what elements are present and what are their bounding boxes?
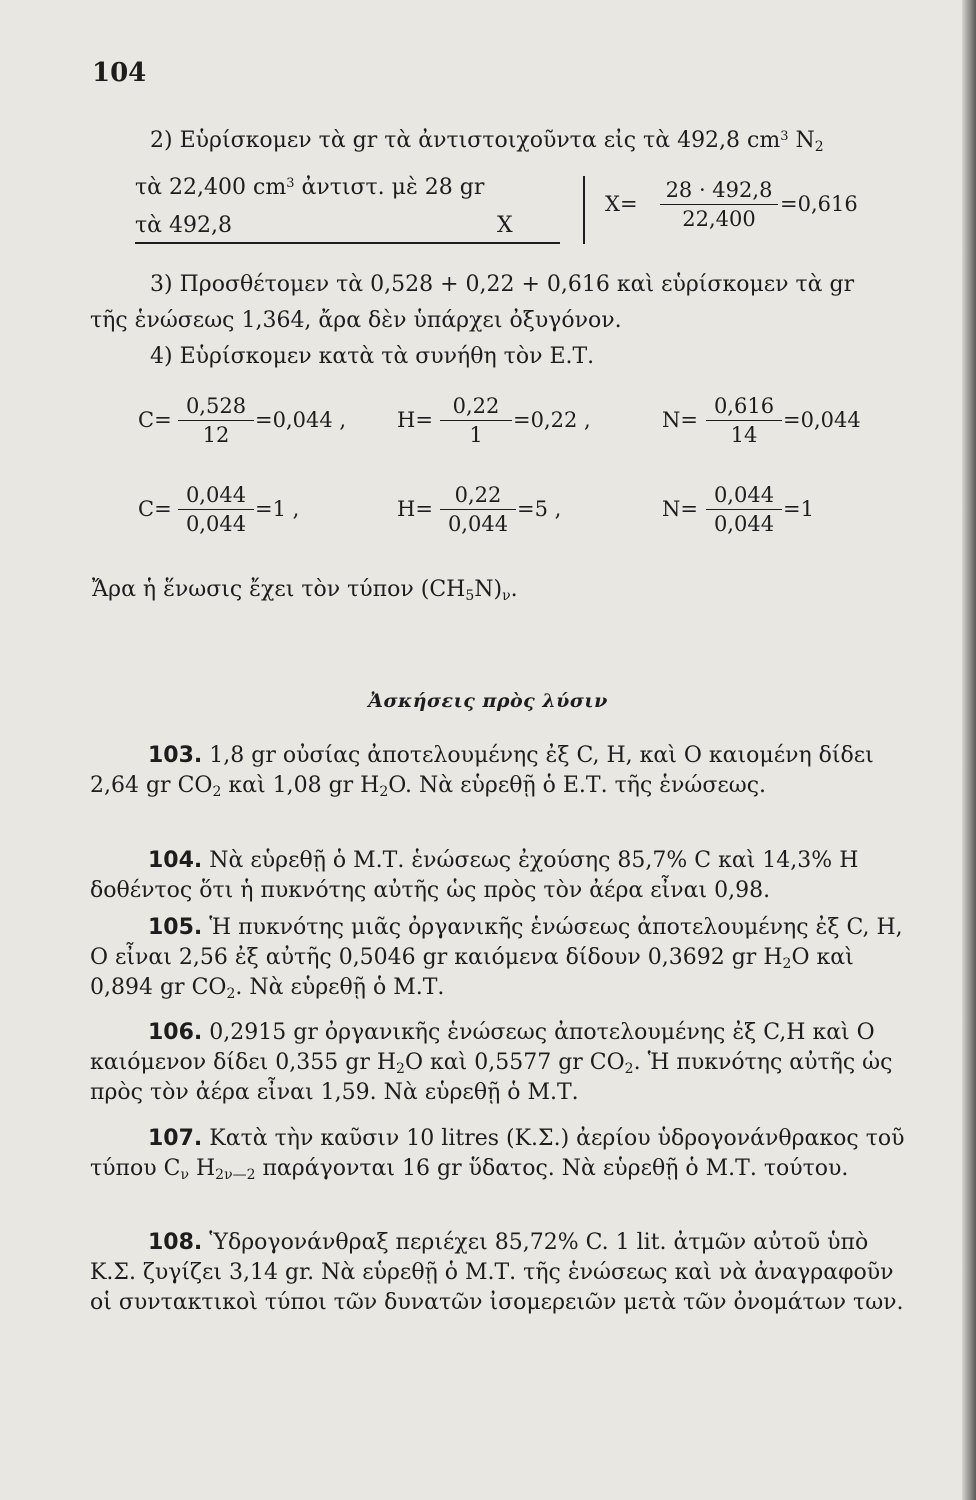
exercise-105-text-b: O καὶ 0,894 gr CO <box>90 945 854 1000</box>
step2-heading <box>150 128 824 154</box>
exercise-105 <box>90 913 920 1003</box>
exercise-105-sub-b: 2 <box>226 986 236 1002</box>
calc-n1-denominator: 14 <box>730 423 758 447</box>
calc-c1-rhs: =0,044 , <box>255 408 347 432</box>
step2-sup: 3 <box>780 129 789 144</box>
step2-denominator: 22,400 <box>682 207 756 231</box>
calc-c1-denominator: 12 <box>202 423 230 447</box>
step2-tail-sub: 2 <box>814 139 824 155</box>
step2-row1-mid: ἀντιστ. μὲ 28 gr <box>294 175 485 200</box>
calc-c2-denominator: 0,044 <box>185 512 247 536</box>
exercise-106-number: 106. <box>148 1020 203 1045</box>
exercise-106-text-b: O καὶ 0,5577 gr CO <box>404 1050 625 1075</box>
exercise-104-number: 104. <box>148 848 203 873</box>
step2-label: 2) Εὑρίσκομεν τὰ gr τὰ ἀντιστοιχοῦντα εἰς τὰ 492,8 cm <box>150 128 781 153</box>
calc-h1-denominator: 1 <box>469 423 483 447</box>
exercise-103-text-c: O. Νὰ εὑρεθῇ ὁ Ε.Τ. τῆς ἑνώσεως. <box>388 773 767 798</box>
proportion-divider <box>583 176 585 244</box>
calc-h2-denominator: 0,044 <box>447 512 509 536</box>
exercise-107-sub-a: ν <box>180 1167 189 1183</box>
exercise-103-number: 103. <box>148 743 203 768</box>
calc-h1-lhs: H= <box>397 408 433 432</box>
exercise-107-text-a: Κατὰ τὴν καῦσιν 10 litres (Κ.Σ.) ἀερίου ὑδρογονάνθρακος τοῦ τύπου C <box>90 1126 905 1181</box>
exercise-103 <box>90 741 920 801</box>
exercise-103-text-b: καὶ 1,08 gr H <box>221 773 380 798</box>
calc-n2-rhs: =1 <box>783 497 814 521</box>
calc-h2-numerator: 0,22 <box>440 482 516 510</box>
calc-h1-rhs: =0,22 , <box>513 408 591 432</box>
calc-h1-fraction <box>440 393 512 449</box>
calc-h2-rhs: =5 , <box>517 497 562 521</box>
step2-fraction <box>660 177 778 233</box>
exercise-105-text-c: . Νὰ εὑρεθῇ ὁ Μ.Τ. <box>235 975 445 1000</box>
calc-c2-rhs: =1 , <box>255 497 300 521</box>
calc-c1-fraction <box>178 393 254 449</box>
exercise-108-text: Ὑδρογονάνθραξ περιέχει 85,72% C. 1 lit. ἀτμῶν αὐτοῦ ὑπὸ Κ.Σ. ζυγίζει 3,14 gr. Νὰ εὑρεθῇ ὁ Μ.Τ. τῆς ἑνώσεως καὶ νὰ ἀναγραφοῦν οἱ συντακτικοὶ τύποι τῶν δυνατῶν ἰσομερειῶν μετὰ τῶν ὀνομάτων των. <box>90 1230 904 1315</box>
calc-n1-numerator: 0,616 <box>706 393 782 421</box>
calc-n1-rhs: =0,044 <box>783 408 861 432</box>
exercise-103-text-a: 1,8 gr οὐσίας ἀποτελουμένης ἐξ C, H, καὶ O καιομένη δίδει 2,64 gr CO <box>90 743 874 798</box>
calc-h1-numerator: 0,22 <box>440 393 512 421</box>
page-number: 104 <box>92 58 147 88</box>
calc-c2-fraction <box>178 482 254 538</box>
exercise-107-number: 107. <box>148 1126 203 1151</box>
exercise-106-sub-b: 2 <box>624 1061 634 1077</box>
exercise-103-sub-b: 2 <box>379 784 389 800</box>
exercise-107 <box>90 1124 920 1184</box>
conclusion-sub1: 5 <box>465 588 475 604</box>
calc-c2-numerator: 0,044 <box>178 482 254 510</box>
step2-formula-result: =0,616 <box>780 192 858 216</box>
step4-line: 4) Εὑρίσκομεν κατὰ τὰ συνήθη τὸν Ε.Τ. <box>150 344 595 369</box>
exercise-105-text-a: Ἡ πυκνότης μιᾶς ὀργανικῆς ἑνώσεως ἀποτελουμένης ἐξ C, H, O εἶναι 2,56 ἐξ αὐτῆς 0,5046 gr καιόμενα δίδουν 0,3692 gr H <box>90 915 903 970</box>
conclusion-mid: N) <box>474 577 503 602</box>
step3-line1: 3) Προσθέτομεν τὰ 0,528 + 0,22 + 0,616 καὶ εὑρίσκομεν τὰ gr <box>150 272 855 297</box>
calc-n2-numerator: 0,044 <box>706 482 782 510</box>
exercise-105-number: 105. <box>148 915 203 940</box>
exercise-104 <box>90 846 920 906</box>
step2-formula-lhs: X= <box>605 192 638 216</box>
calc-c1-numerator: 0,528 <box>178 393 254 421</box>
section-heading: Ἀσκήσεις πρὸς λύσιν <box>368 690 608 712</box>
exercise-106-text-a: 0,2915 gr ὀργανικῆς ἑνώσεως ἀποτελουμένης ἐξ C,H καὶ O καιόμενον δίδει 0,355 gr H <box>90 1020 875 1075</box>
exercise-106-sub-a: 2 <box>396 1061 405 1077</box>
step2-row2-left: τὰ 492,8 <box>135 213 233 238</box>
calc-n2-denominator: 0,044 <box>713 512 775 536</box>
step2-row1 <box>135 175 484 201</box>
exercise-108-number: 108. <box>148 1230 203 1255</box>
page-binding-shadow <box>962 0 976 1500</box>
step2-row1-left: τὰ 22,400 cm <box>135 175 287 200</box>
step3-line2: τῆς ἑνώσεως 1,364, ἄρα δὲν ὑπάρχει ὀξυγόνον. <box>90 308 622 333</box>
exercise-105-sub-a: 2 <box>782 956 792 972</box>
calc-h2-fraction <box>440 482 516 538</box>
calc-n1-fraction <box>706 393 782 449</box>
conclusion-text: Ἄρα ἡ ἕνωσις ἔχει τὸν τύπον (CH <box>92 577 466 602</box>
calc-c2-lhs: C= <box>138 497 172 521</box>
exercise-106-text-c: . Ἡ πυκνότης αὐτῆς ὡς πρὸς τὸν ἀέρα εἶναι 1,59. Νὰ εὑρεθῇ ὁ Μ.Τ. <box>90 1050 893 1105</box>
calc-n2-fraction <box>706 482 782 538</box>
calc-c1-lhs: C= <box>138 408 172 432</box>
step2-row2-right: X <box>497 213 513 238</box>
exercise-107-text-b: H <box>188 1156 216 1181</box>
conclusion <box>92 577 518 603</box>
exercise-107-sub-b: 2ν—2 <box>215 1167 256 1183</box>
conclusion-sub2: ν <box>502 588 511 604</box>
calc-n1-lhs: N= <box>662 408 698 432</box>
exercise-106 <box>90 1018 920 1108</box>
exercise-107-text-c: παράγονται 16 gr ὕδατος. Νὰ εὑρεθῇ ὁ Μ.Τ. τούτου. <box>255 1156 849 1181</box>
step2-row1-sup: 3 <box>286 176 295 191</box>
exercise-108 <box>90 1228 920 1318</box>
step2-tail: N <box>788 128 815 153</box>
exercise-103-sub-a: 2 <box>212 784 222 800</box>
calc-n2-lhs: N= <box>662 497 698 521</box>
exercise-104-text: Νὰ εὑρεθῇ ὁ Μ.Τ. ἑνώσεως ἐχούσης 85,7% C καὶ 14,3% H δοθέντος ὅτι ἡ πυκνότης αὐτῆς ὡς πρὸς τὸν ἀέρα εἶναι 0,98. <box>90 848 859 903</box>
proportion-underline <box>135 242 560 244</box>
calc-h2-lhs: H= <box>397 497 433 521</box>
step2-numerator: 28 · 492,8 <box>660 177 778 205</box>
conclusion-end: . <box>510 577 518 602</box>
